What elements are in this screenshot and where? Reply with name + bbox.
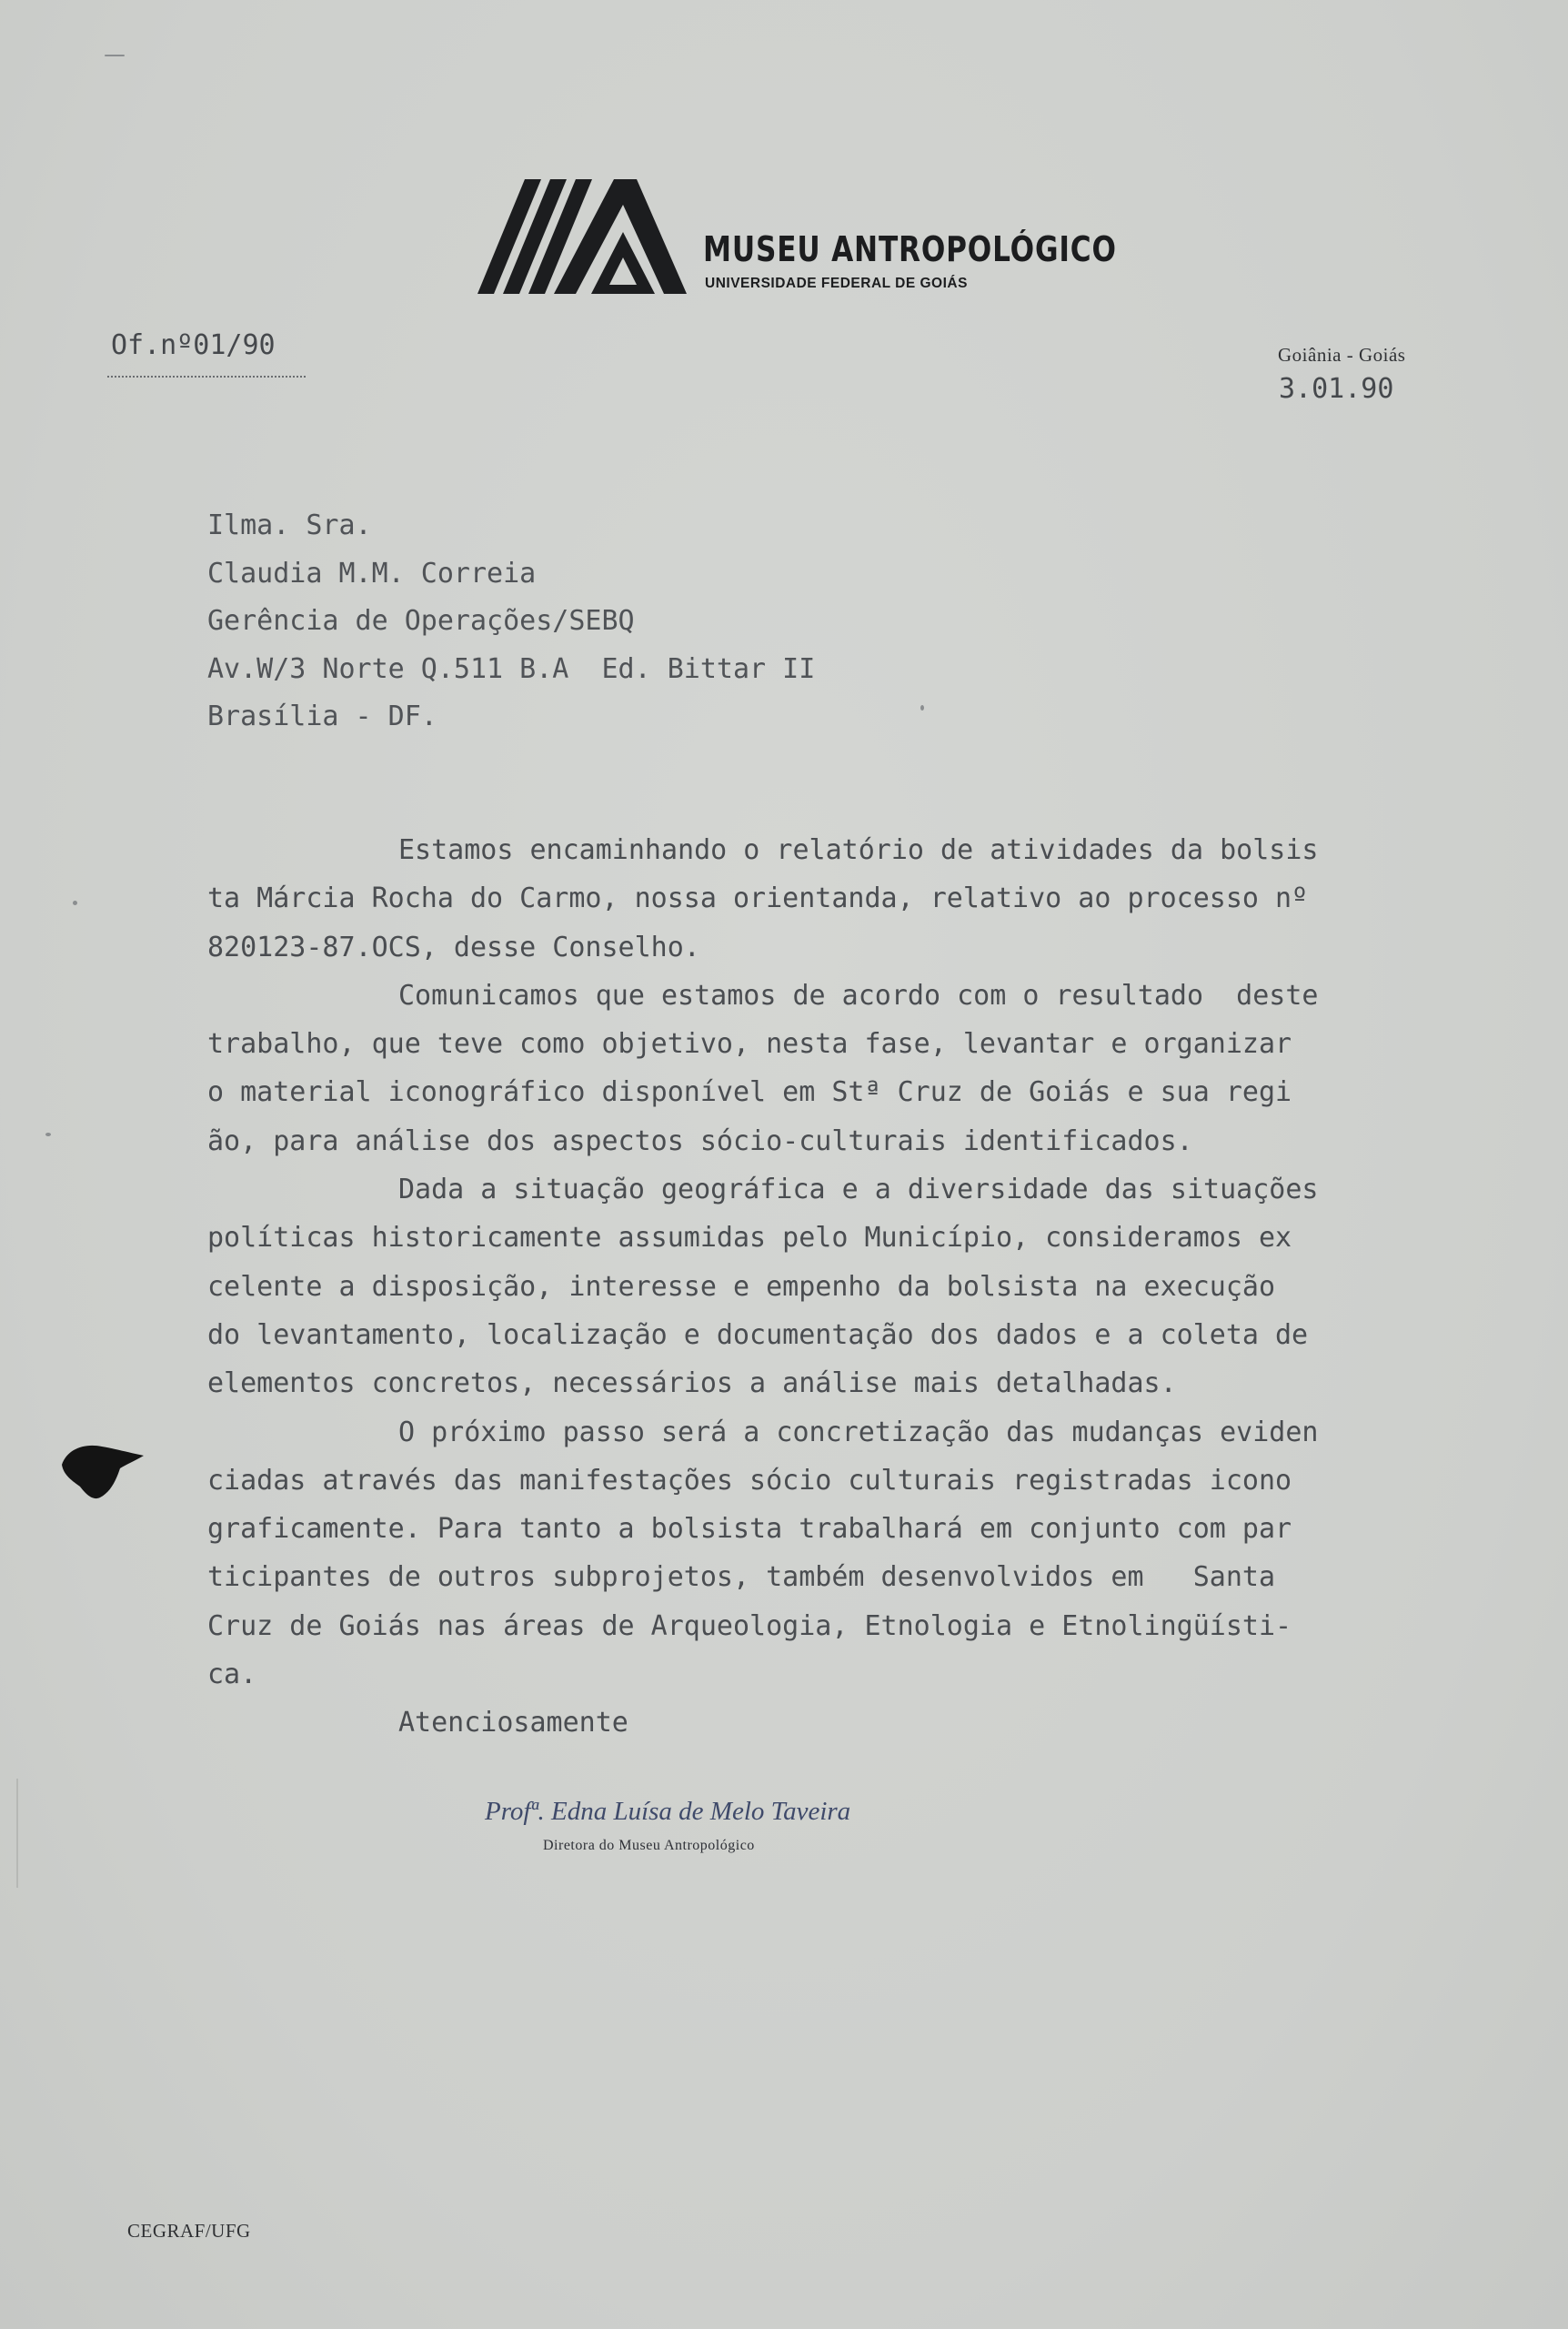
closing: Atenciosamente <box>398 1707 628 1739</box>
speck <box>920 705 924 711</box>
reference-underline <box>107 376 306 378</box>
body-line: políticas historicamente assumidas pelo Município, consideramos ex <box>207 1222 1292 1255</box>
printer-mark: CEGRAF/UFG <box>127 2220 251 2242</box>
body-line: Estamos encaminhando o relatório de atividades da bolsis <box>398 834 1319 866</box>
reference-number: Of.nº01/90 <box>111 329 276 361</box>
body-line: O próximo passo será a concretização das mudanças eviden <box>398 1416 1319 1448</box>
museum-logo-icon <box>477 177 687 296</box>
letter-body <box>207 826 1453 1748</box>
speck <box>45 1133 51 1136</box>
body-line: Dada a situação geográfica e a diversidade das situações <box>398 1174 1319 1206</box>
address-line: Av.W/3 Norte Q.511 B.A Ed. Bittar II <box>207 652 816 685</box>
address-line: Ilma. Sra. <box>207 509 372 541</box>
body-line: celente a disposição, interesse e empenho da bolsista na execução <box>207 1270 1275 1303</box>
signature-name: Profª. Edna Luísa de Melo Taveira <box>485 1797 851 1826</box>
body-line: Cruz de Goiás nas áreas de Arqueologia, Etnologia e Etnolingüísti- <box>207 1609 1292 1642</box>
recipient-address <box>207 502 815 741</box>
body-line: do levantamento, localização e documentação dos dados e a coleta de <box>207 1318 1309 1351</box>
signature-role: Diretora do Museu Antropológico <box>543 1838 755 1853</box>
ink-blot-icon <box>58 1437 149 1501</box>
body-line: trabalho, que teve como objetivo, nesta fase, levantar e organizar <box>207 1028 1292 1061</box>
body-line: ca. <box>207 1659 257 1691</box>
body-line: ta Márcia Rocha do Carmo, nossa orientanda, relativo ao processo nº <box>207 882 1309 915</box>
body-line: ciadas através das manifestações sócio culturais registradas icono <box>207 1464 1292 1497</box>
body-line: ticipantes de outros subprojetos, também desenvolvidos em Santa <box>207 1561 1275 1594</box>
institution-name: MUSEU ANTROPOLÓGICO <box>703 229 1117 269</box>
address-line: Brasília - DF. <box>207 701 437 732</box>
body-line: graficamente. Para tanto a bolsista trabalhará em conjunto com par <box>207 1513 1292 1546</box>
body-line: ão, para análise dos aspectos sócio-culturais identificados. <box>207 1124 1193 1157</box>
university-name: UNIVERSIDADE FEDERAL DE GOIÁS <box>705 276 968 291</box>
speck <box>73 901 77 905</box>
scan-edge <box>0 1779 18 1888</box>
address-line: Claudia M.M. Correia <box>207 557 537 590</box>
place: Goiânia - Goiás <box>1278 344 1406 366</box>
speck <box>105 55 125 56</box>
date: 3.01.90 <box>1279 373 1394 405</box>
body-line: elementos concretos, necessários a análise mais detalhadas. <box>207 1367 1177 1400</box>
body-line: 820123-87.OCS, desse Conselho. <box>207 931 700 963</box>
body-line: o material iconográfico disponível em Stª Cruz de Goiás e sua regi <box>207 1076 1292 1109</box>
body-line: Comunicamos que estamos de acordo com o resultado deste <box>398 979 1319 1012</box>
address-line: Gerência de Operações/SEBQ <box>207 605 635 637</box>
